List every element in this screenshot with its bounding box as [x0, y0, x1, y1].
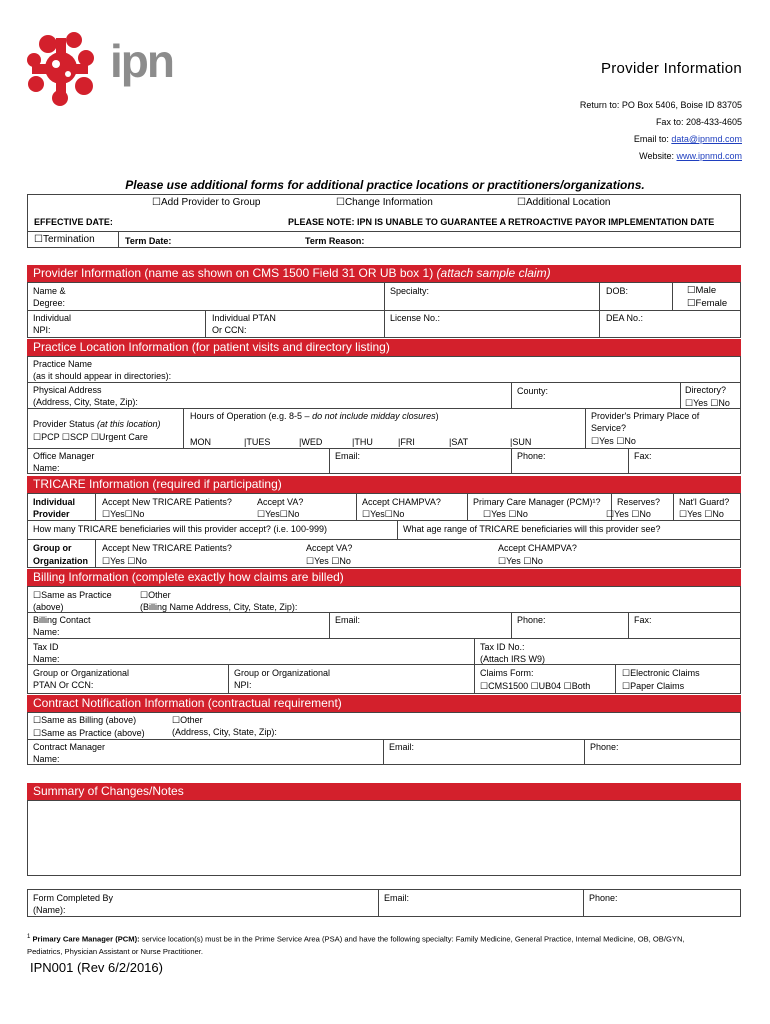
tricare-group-champva-label: Accept CHAMPVA?: [498, 543, 577, 553]
termination-checkbox[interactable]: ☐Termination: [34, 234, 95, 245]
tricare-group-champva-yn[interactable]: ☐Yes ☐No: [498, 556, 543, 566]
email-line: [580, 131, 742, 148]
add-provider-checkbox[interactable]: ☐Add Provider to Group: [152, 197, 261, 208]
paper-claims-checkbox[interactable]: ☐Paper Claims: [622, 681, 685, 691]
claims-form-checkboxes[interactable]: ☐CMS1500 ☐UB04 ☐Both: [480, 681, 591, 691]
group-npi-label: Group or Organizational NPI:: [234, 668, 331, 690]
contract-other[interactable]: ☐Other (Address, City, State, Zip):: [172, 715, 277, 737]
provider-heading: Provider Information (name as shown on CMS 1500 Field 31 OR UB box 1): [33, 266, 437, 280]
directory-label: Directory?: [685, 385, 727, 395]
tricare-new-patients-label: Accept New TRICARE Patients?: [102, 497, 232, 507]
page-title: Provider Information: [600, 60, 742, 77]
tricare-age-range-label: What age range of TRICARE beneficiaries will this provider see?: [403, 524, 661, 534]
practice-section-header: Practice Location Information (for patient visits and directory listing): [27, 339, 741, 356]
individual-npi-label: Individual NPI:: [33, 313, 72, 335]
contract-same-as-billing[interactable]: ☐Same as Billing (above): [33, 715, 137, 725]
effective-date-label: EFFECTIVE DATE:: [34, 217, 113, 227]
practice-name-label: Practice Name (as it should appear in directories):: [33, 359, 172, 381]
completed-email-label: Email:: [384, 893, 410, 903]
practice-fax-label: Fax:: [634, 451, 652, 461]
completed-by-label: Form Completed By (Name):: [33, 893, 114, 915]
practice-email-label: Email:: [335, 451, 361, 461]
footnote: $^1$ Primary Care Manager (PCM): service location(s) must be in the Prime Service Area (PSA) and have the following specialty: Family Medicine, General Practice, Internal Medicine, OB, OB/GYN, Pediatrics, Physician Assistant or Nurse Practitioner.: [27, 934, 685, 956]
female-checkbox[interactable]: ☐Female: [687, 298, 728, 309]
return-address: Return to: PO Box 5406, Boise ID 83705: [579, 100, 742, 110]
tricare-va-yn[interactable]: ☐Yes☐No: [257, 509, 300, 519]
additional-location-checkbox[interactable]: ☐Additional Location: [517, 197, 611, 208]
name-degree-label: Name & Degree:: [33, 286, 66, 308]
tricare-how-many-label: How many TRICARE beneficiaries will this provider accept? (i.e. 100-999): [33, 524, 327, 534]
tricare-new-patients-yn[interactable]: ☐Yes☐No: [102, 509, 145, 519]
tricare-group-new-patients-yn[interactable]: ☐Yes ☐No: [102, 556, 147, 566]
tricare-champva-label: Accept CHAMPVA?: [362, 497, 441, 507]
provider-status-checkboxes[interactable]: ☐PCP ☐SCP ☐Urgent Care: [33, 432, 148, 442]
office-manager-label: Office Manager Name:: [33, 451, 95, 473]
fax-number: Fax to: 208-433-4605: [655, 117, 742, 127]
day-mon: MON: [190, 437, 211, 447]
contract-email-label: Email:: [389, 742, 415, 752]
provider-section-header: [27, 265, 741, 282]
tricare-pcm-label: Primary Care Manager (PCM)¹?: [473, 497, 601, 507]
tricare-champva-yn[interactable]: ☐Yes☐No: [362, 509, 405, 519]
male-checkbox[interactable]: ☐Male: [687, 285, 717, 296]
tricare-va-label: Accept VA?: [257, 497, 304, 507]
dob-label: DOB:: [606, 286, 629, 296]
tricare-pcm-yn[interactable]: ☐Yes ☐No: [483, 509, 528, 519]
website-label: Website:: [639, 151, 677, 161]
day-sun: |SUN: [510, 437, 532, 447]
ipn-logo: [26, 28, 186, 106]
form-id: IPN001 (Rev 6/2/2016): [30, 960, 163, 975]
change-info-checkbox[interactable]: ☐Change Information: [336, 197, 433, 208]
hours-label: Hours of Operation (e.g. 8-5 – do not include midday closures): [190, 411, 439, 421]
summary-section-header: Summary of Changes/Notes: [27, 783, 741, 800]
website-link[interactable]: www.ipnmd.com: [676, 151, 742, 161]
tricare-guard-yn[interactable]: ☐Yes ☐No: [679, 509, 724, 519]
electronic-claims-checkbox[interactable]: ☐Electronic Claims: [622, 668, 700, 678]
day-wed: |WED: [299, 437, 323, 447]
day-sat: |SAT: [449, 437, 469, 447]
day-thu: |THU: [352, 437, 373, 447]
tricare-group-new-patients-label: Accept New TRICARE Patients?: [102, 543, 232, 553]
primary-place-label: Provider's Primary Place of Service?: [591, 411, 700, 433]
primary-place-yes-no[interactable]: ☐Yes ☐No: [591, 436, 636, 446]
tricare-guard-label: Nat'l Guard?: [679, 497, 730, 507]
contract-section-header: Contract Notification Information (contractual requirement): [27, 695, 741, 712]
contract-manager-label: Contract Manager Name:: [33, 742, 106, 764]
tricare-reserves-yn[interactable]: ☐Yes ☐No: [606, 509, 651, 519]
tricare-individual-label: Individual Provider: [33, 497, 76, 519]
claims-form-label: Claims Form: ☐CMS1500 ☐UB04 ☐Both: [480, 668, 591, 691]
billing-same-as-practice[interactable]: ☐Same as Practice (above): [33, 590, 112, 612]
website-line: [580, 148, 742, 165]
billing-other[interactable]: ☐Other (Billing Name Address, City, State, Zip):: [140, 590, 298, 612]
billing-fax-label: Fax:: [634, 615, 652, 625]
tricare-group-label: Group or Organization: [33, 543, 89, 566]
logo-text: ipn: [110, 35, 173, 87]
physical-address-label: Physical Address (Address, City, State, Zip):: [33, 385, 138, 407]
retroactive-note: PLEASE NOTE: IPN IS UNABLE TO GUARANTEE A RETROACTIVE PAYOR IMPLEMENTATION DATE: [288, 217, 715, 227]
summary-notes-area[interactable]: [27, 800, 741, 876]
day-fri: |FRI: [398, 437, 415, 447]
license-label: License No.:: [390, 313, 441, 323]
specialty-label: Specialty:: [390, 286, 430, 296]
completed-phone-label: Phone:: [589, 893, 618, 903]
contract-phone-label: Phone:: [590, 742, 619, 752]
billing-section-header: Billing Information (complete exactly how claims are billed): [27, 569, 741, 586]
tax-id-name-label: Tax ID Name:: [33, 642, 60, 664]
tricare-reserves-label: Reserves?: [617, 497, 661, 507]
dea-label: DEA No.:: [606, 313, 644, 323]
provider-heading-italic: (attach sample claim): [436, 266, 551, 280]
instruction-note: Please use additional forms for additional practice locations or practitioners/organizations.: [125, 178, 645, 192]
tricare-group-va-yn[interactable]: ☐Yes ☐No: [306, 556, 351, 566]
individual-ptan-label: Individual PTAN Or CCN:: [212, 313, 276, 335]
email-label: Email to:: [633, 134, 672, 144]
tricare-group-va-label: Accept VA?: [306, 543, 353, 553]
contract-same-as-practice[interactable]: ☐Same as Practice (above): [33, 728, 145, 738]
billing-contact-label: Billing Contact Name:: [33, 615, 91, 637]
provider-status-label: Provider Status (at this location): [33, 419, 161, 429]
term-reason-label: Term Reason:: [305, 236, 365, 246]
practice-phone-label: Phone:: [517, 451, 546, 461]
billing-email-label: Email:: [335, 615, 361, 625]
email-link[interactable]: data@ipnmd.com: [671, 134, 742, 144]
county-label: County:: [517, 386, 549, 396]
directory-yes-no[interactable]: ☐Yes ☐No: [685, 398, 730, 408]
tricare-section-header: TRICARE Information (required if participating): [27, 476, 741, 493]
term-date-label: Term Date:: [125, 236, 172, 246]
tax-id-number-label: Tax ID No.: (Attach IRS W9): [480, 642, 546, 664]
group-ptan-label: Group or Organizational PTAN Or CCN:: [33, 668, 130, 690]
billing-phone-label: Phone:: [517, 615, 546, 625]
day-tues: |TUES: [244, 437, 271, 447]
